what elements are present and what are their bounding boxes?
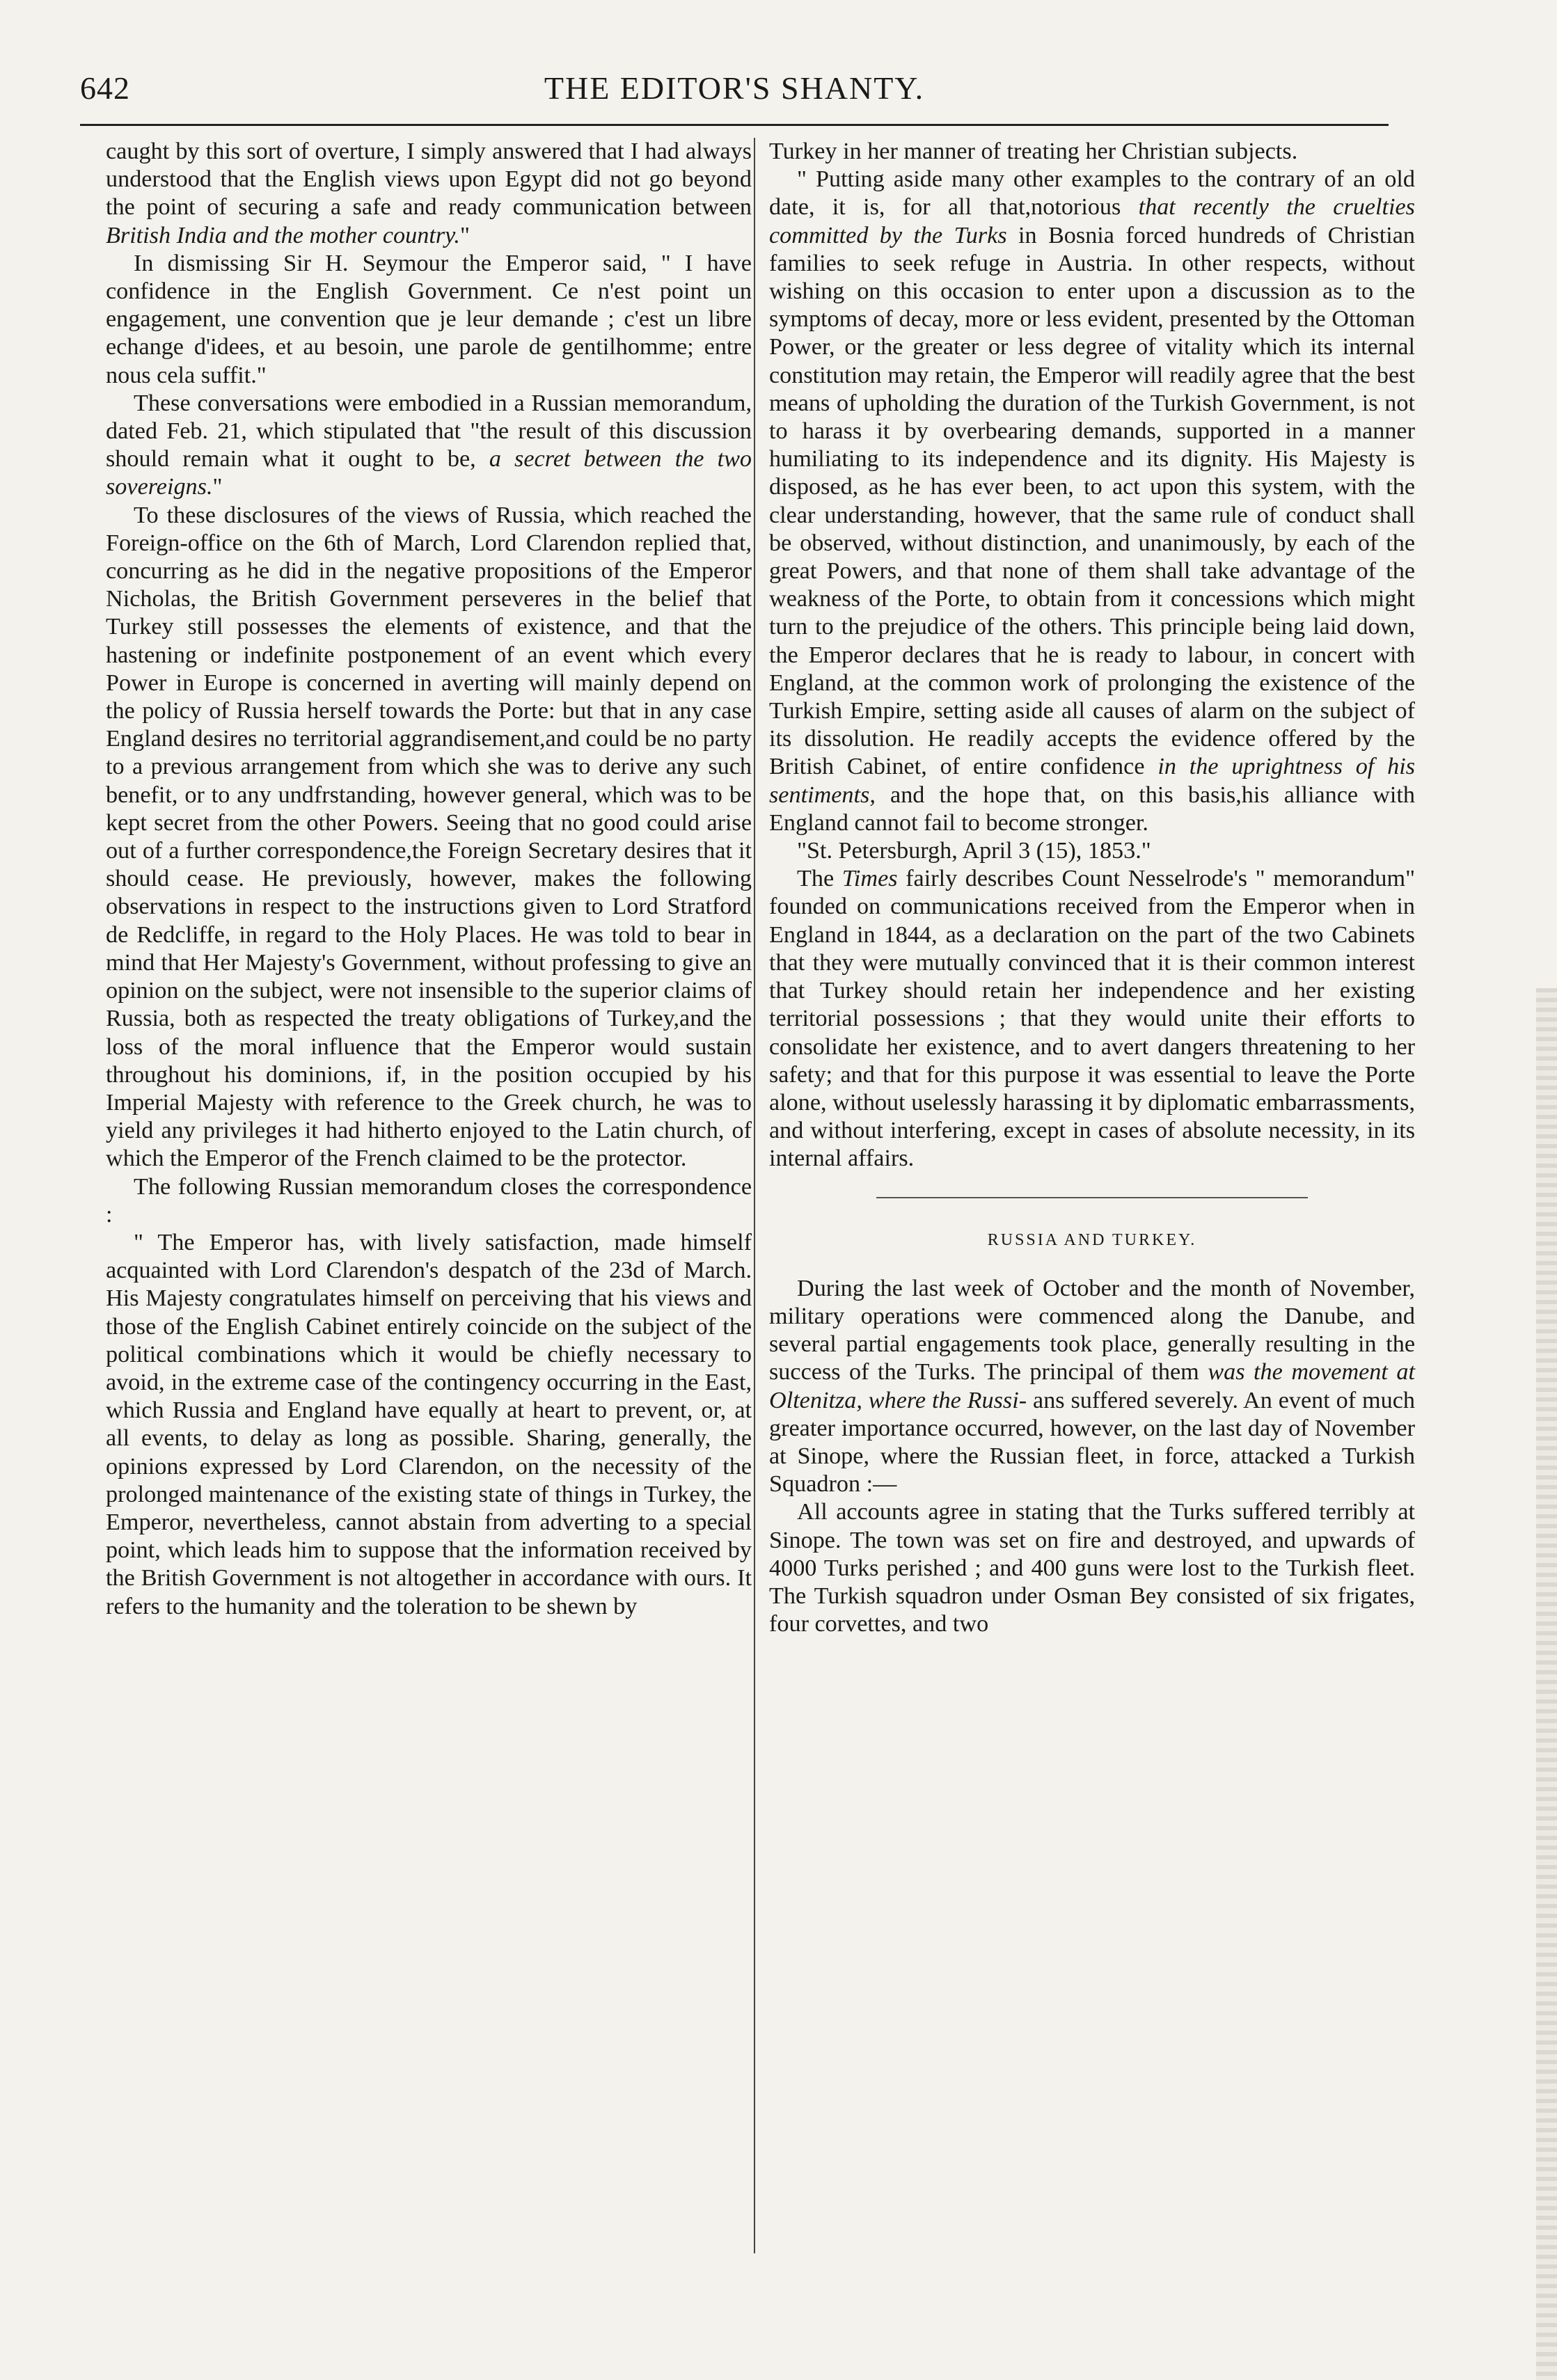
italic-text: Times bbox=[841, 866, 898, 892]
italic-text: British India and the mother country. bbox=[106, 222, 460, 248]
paragraph-text: caught by this sort of overture, I simply answered that I had always understood that the English views upon Egypt did not go beyond the point of securing a safe and ready communication between bbox=[106, 138, 752, 221]
page-header bbox=[80, 70, 1389, 118]
paragraph bbox=[769, 166, 1415, 837]
quote-paragraph: " The Emperor has, with lively satisfaction, made himself acquainted with Lord Clarendon's despatch of the 23d of March. His Majesty congratulates himself on perceiving that his views and those of the English Cabinet entirely coincide on the subject of the political combinations which it would be chiefly necessary to avoid, in the extreme case of the contingency occurring in the East, which Russia and England have equally at heart to prevent, or, at all events, to delay as long as possible. Sharing, generally, the opinions expressed by Lord Clarendon, on the necessity of the prolonged maintenance of the existing state of things in Turkey, the Emperor, nevertheless, cannot abstain from adverting to a special point, which leads him to suppose that the information received by the British Government is not altogether in accordance with ours. It refers to the humanity and the toleration to be shewn by bbox=[106, 1229, 752, 1619]
section-heading: RUSSIA AND TURKEY. bbox=[987, 1230, 1197, 1249]
paragraph-text: in Bosnia forced hundreds of Christian families to seek refuge in Austria. In other respects, without wishing on this occasion to enter upon a discussion as to the symptoms of decay, more or less evident, presented by the Ottoman Power, or the greater or less degree of vitality which its internal constitution may retain, the Emperor will readily agree that the best means of upholding the duration of the Turkish Government, is not to harass it by overbearing demands, supported in a manner humiliating to its independence and its dignity. His Majesty is disposed, as he has ever been, to act upon this system, with the clear understanding, however, that the same rule of conduct shall be observed, without distinction, and unanimously, by each of the great Powers, and that none of them shall take advantage of the weakness of the Porte, to obtain from it concessions which might turn to the prejudice of the others. This principle being laid down, the Emperor declares that he is ready to labour, in concert with England, at the common work of prolonging the existence of the Turkish Empire, setting aside all causes of alarm on the subject of its dissolution. He readily accepts the evidence offered by the British Cabinet, of entire confidence bbox=[769, 222, 1415, 780]
italic-text: a secret between the two sovereigns. bbox=[106, 446, 752, 500]
paragraph-text: " bbox=[459, 222, 470, 248]
left-column bbox=[106, 138, 752, 1621]
paragraph bbox=[769, 1275, 1415, 1499]
paragraph bbox=[106, 390, 752, 502]
paragraph: In dismissing Sir H. Seymour the Emperor said, " I have confidence in the English Government. Ce n'est point un engagement, une convention que je leur demande ; c'est un libre echange d'idees, et au besoin, une parole de gentilhomme; entre nous cela suffit." bbox=[106, 250, 752, 388]
paragraph: The following Russian memorandum closes the correspondence : bbox=[106, 1173, 752, 1228]
running-title: THE EDITOR'S SHANTY. bbox=[544, 70, 925, 106]
paragraph bbox=[769, 865, 1415, 1173]
paragraph-text: ans suffered severely. An event of much greater importance occurred, however, on the last day of November at Sinope, where the Russian fleet, in force, attacked a Turkish Squadron :— bbox=[769, 1387, 1415, 1498]
italic-text: was the movement at Oltenitza, where the Russi- bbox=[769, 1359, 1416, 1413]
paragraph-text: and the hope that, on this basis,his alliance with England cannot fail to become stronger. bbox=[769, 782, 1415, 836]
paragraph-text: " bbox=[212, 474, 223, 500]
paragraph: Turkey in her manner of treating her Christian subjects. bbox=[769, 138, 1298, 164]
paragraph-text: These conversations were embodied in a Russian memorandum, dated Feb. 21, which stipulated that "the result of this discussion should remain what it ought to be, bbox=[106, 390, 752, 473]
section-rule bbox=[876, 1197, 1308, 1198]
italic-text: that recently the cruelties committed by the Turks bbox=[769, 194, 1415, 248]
page-number: 642 bbox=[80, 70, 130, 106]
right-column bbox=[769, 138, 1415, 1638]
paragraph: All accounts agree in stating that the Turks suffered terribly at Sinope. The town was set on fire and destroyed, and upwards of 4000 Turks perished ; and 400 guns were lost to the Turkish fleet. The Turkish squadron under Osman Bey consisted of six frigates, four corvettes, and two bbox=[769, 1499, 1415, 1637]
paragraph-text: The bbox=[797, 866, 835, 892]
paragraph-text: " Putting aside many other examples to the contrary of an old date, it is, for all that,notorious bbox=[769, 166, 1415, 221]
paragraph: To these disclosures of the views of Russia, which reached the Foreign-office on the 6th of March, Lord Clarendon replied that, concurring as he did in the negative propositions of the Emperor Nicholas, the British Government perseveres in the belief that Turkey still possesses the elements of existence, and that the hastening or indefinite postponement of an event which every Power in Europe is concerned in averting will mainly depend on the policy of Russia herself towards the Porte: but that in any case England desires no territorial aggrandisement,and could be no party to a previous arrangement from which she was to derive any such benefit, or to any undfrstanding, however general, which was to be kept secret from the other Powers. Seeing that no good could arise out of a further correspondence,the Foreign Secretary desires that it should cease. He previously, however, makes the following observations in respect to the instructions given to Lord Stratford de Redcliffe, in regard to the Holy Places. He was told to bear in mind that Her Majesty's Government, without professing to give an opinion on the subject, were not insensible to the superior claims of Russia, both as respected the treaty obligations of Turkey,and the loss of the moral influence that the Emperor would sustain throughout his dominions, if, in the position occupied by his Imperial Majesty with reference to the Greek church, he was to yield any privileges it had hitherto enjoyed to the Latin church, of which the Emperor of the French claimed to be the protector. bbox=[106, 502, 752, 1172]
italic-text: in the uprightness of his sentiments, bbox=[769, 754, 1415, 808]
header-rule bbox=[80, 124, 1389, 126]
scan-edge-mark bbox=[1536, 988, 1557, 2380]
paragraph-text: During the last week of October and the month of November, military operations were commenced along the Danube, and several partial engagements took place, generally resulting in the success of the Turks. The principal of them bbox=[769, 1275, 1415, 1386]
paragraph-text: fairly describes Count Nesselrode's " memorandum" founded on communications received from the Emperor when in England in 1844, as a declaration on the part of the two Cabinets that they were mutually convinced that it is their common interest that Turkey should retain her independence and her existing territorial possessions ; that they would unite their efforts to consolidate her existence, and to avert dangers threatening to her safety; and that for this purpose it was essential to leave the Porte alone, without uselessly harassing it by diplomatic embarrassments, and without interfering, except in cases of absolute necessity, in its internal affairs. bbox=[769, 866, 1416, 1172]
paragraph bbox=[106, 138, 752, 250]
dateline: "St. Petersburgh, April 3 (15), 1853." bbox=[797, 838, 1151, 864]
column-divider bbox=[754, 138, 755, 2253]
